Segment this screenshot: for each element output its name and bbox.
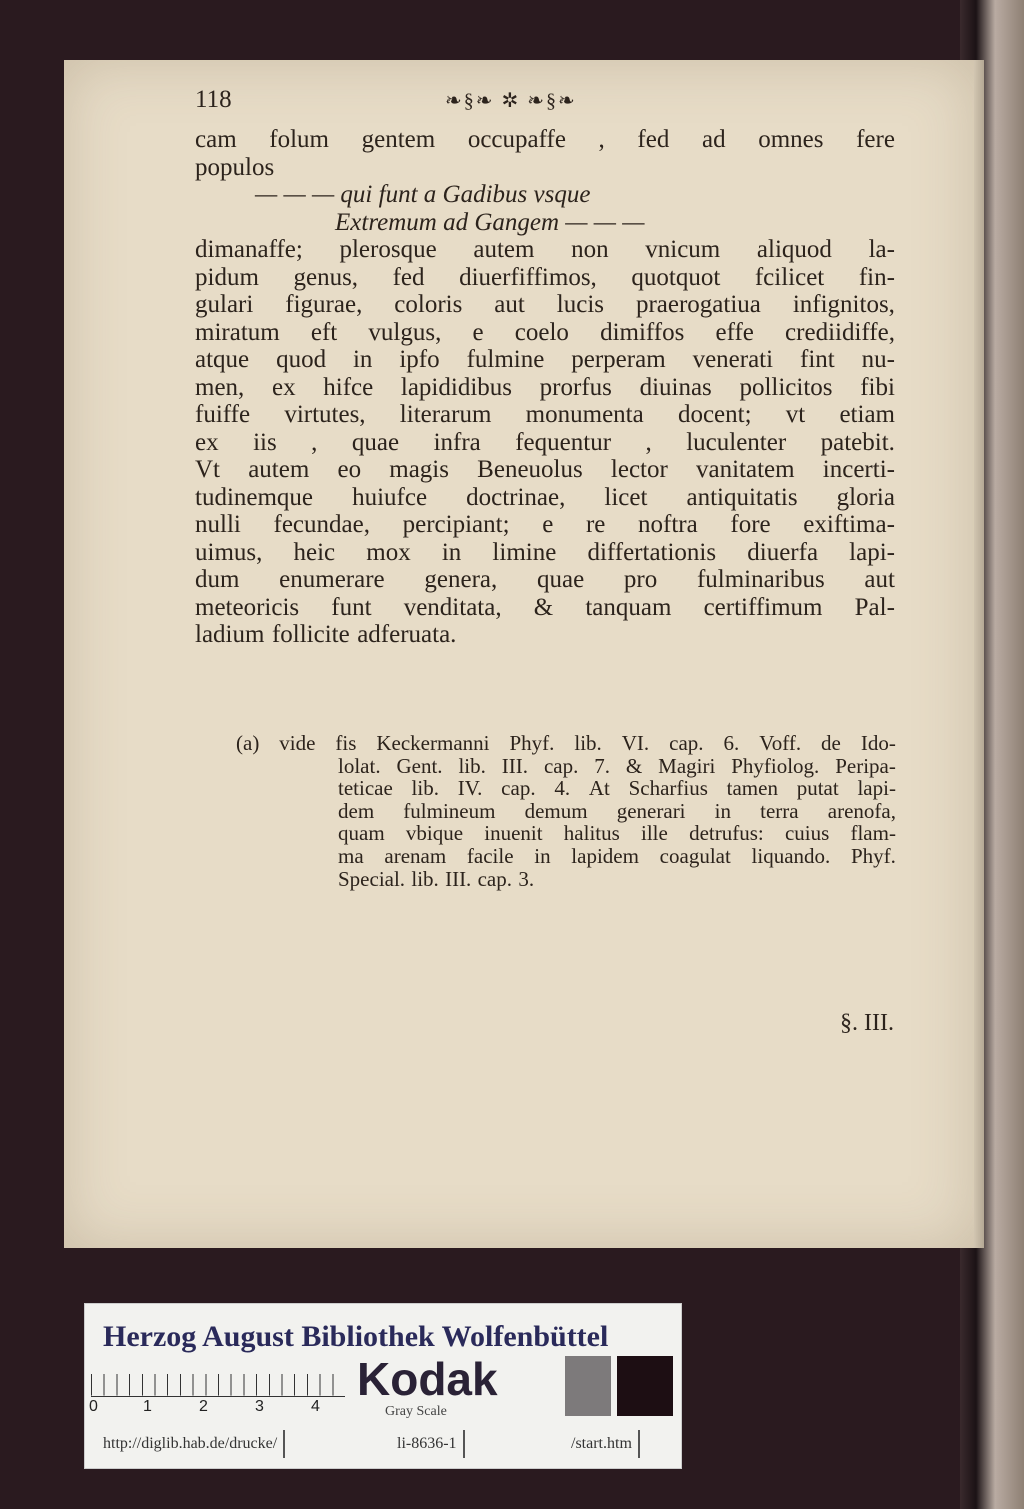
word: lector [610,456,668,483]
word: fuiffe [195,401,251,428]
word: tamen [726,776,778,801]
word: de [821,731,841,755]
word: heic [293,538,336,566]
word: vulgus, [368,318,442,346]
word: tudinemque [195,483,314,511]
header-ornament: ❧§❧ ✲ ❧§❧ [445,90,577,112]
word: lib. [458,753,486,778]
word: pidum [195,263,259,291]
word: pro [623,566,658,593]
word: e [542,511,554,538]
text-line [195,429,895,457]
footnote-line [236,777,896,800]
word: vanitatem [696,456,795,483]
word: effe [715,318,754,346]
word: dum [195,566,240,593]
word: autem [473,236,535,263]
text-line [195,539,895,567]
word: diuerfa [747,538,819,566]
word: doctrinae, [466,483,566,511]
word: diuerfiffimos, [459,263,597,291]
word: , [311,428,318,456]
word: Beneuolus [477,456,583,483]
word: facile [466,843,514,868]
word: At [588,776,610,801]
ruler-number: 0 [89,1398,98,1415]
word: lolat. [338,753,381,778]
word: (a) [236,731,260,755]
word: halitus [563,821,620,846]
word: fis [335,731,357,755]
word: & [625,753,643,778]
ruler-number: 2 [199,1398,208,1415]
text-line [195,181,895,209]
word: noftra [638,511,698,538]
word: , [598,126,605,153]
text-line [195,209,895,237]
word: Keckermanni [376,731,490,755]
text-line [195,484,895,512]
word: IV. [457,776,483,801]
kodak-logo: Kodak [357,1353,498,1405]
word: lib. [574,731,602,755]
word: coelo [514,318,569,346]
word: lucis [556,291,604,318]
word: cap. [669,731,704,755]
word: lapi- [857,776,896,801]
word: prorfus [539,373,612,401]
word: III. [445,866,472,891]
library-name: Herzog August Bibliothek Wolfenbüttel [103,1320,609,1353]
word: vt [785,401,806,428]
word: infra [433,428,481,456]
footnote-line [236,822,896,845]
word: coagulat [659,843,731,868]
word: fin- [858,263,895,291]
word: dimanaffe; [195,236,303,263]
word: literarum [399,401,492,428]
word: Magiri [658,753,716,778]
text-line [195,154,895,182]
word: Special. [338,866,406,891]
word: coloris [394,291,463,318]
word: Vt [195,456,220,483]
text-line [195,319,895,347]
word: ex [195,428,219,456]
word: follicite [271,621,350,648]
footnote-line [236,755,896,778]
text-line [195,236,895,264]
word: lapidem [571,843,639,868]
word: dem [338,798,375,823]
word: magis [389,456,449,483]
text-line [195,374,895,402]
page-edge [974,60,984,1248]
word: ad [701,126,726,153]
word: patebit. [820,428,895,456]
word: praerogatiua [635,291,761,318]
word: fere [856,126,895,153]
word: teticae [338,776,393,801]
word: arenofa, [827,798,896,823]
word: certiffimum [703,593,823,621]
word: vnicum [645,236,721,263]
word: 4. [554,776,571,801]
word: Phyf. [509,731,555,755]
word: fecundae, [273,511,370,538]
word: cap. [543,753,579,778]
word: genera, [424,566,498,593]
word: omnes [758,126,824,153]
word: arenam [384,843,447,868]
footnote [236,732,896,890]
word: perperam [571,346,666,373]
word: , [645,428,652,456]
word: in [714,798,732,823]
word: incerti- [822,456,895,483]
word: atque [195,346,250,373]
text-line [195,291,895,319]
word: eft [310,318,338,346]
shelfmark-label: li-8636-1 [391,1430,465,1458]
text-line [195,346,895,374]
word: Gent. [396,753,443,778]
word: gulari [195,291,254,318]
color-calibration-card [84,1303,682,1469]
word: Peripa- [835,753,896,778]
word: nulli [195,511,241,538]
word: quotquot [631,263,721,291]
word: Pal- [854,593,895,621]
footnote-line [236,732,896,755]
word: antiquitatis [686,483,798,511]
word: cam [195,126,237,153]
text-line [195,511,895,539]
word: eo [337,456,362,483]
word: venditata, [403,593,502,621]
dark-swatch [617,1356,673,1416]
text-line [195,126,895,154]
word: lapididibus [400,373,512,401]
word: men, [195,373,245,401]
word: folum [269,126,329,153]
page-number: 118 [195,86,232,113]
word: plerosque [339,236,437,263]
word: non [571,236,609,263]
word: crediidiffe, [785,318,895,346]
word: fint [800,346,835,373]
word: la- [868,236,895,263]
word: fulmine [466,346,545,373]
word: aut [864,566,895,593]
word: — — — qui funt a Gadibus vsque [255,181,591,208]
word: differtationis [587,538,717,566]
gray-scale-label: Gray Scale [385,1404,447,1419]
word: liquando. [751,843,831,868]
text-line [195,401,895,429]
word: tanquam [585,593,672,621]
word: detrufus: [689,821,764,846]
word: quae [351,428,400,456]
word: fed [392,263,425,291]
word: in [534,843,551,868]
word: iis [253,428,277,456]
text-line [195,594,895,622]
word: docent; [677,401,752,428]
word: exiftima- [803,511,895,538]
word: fulminaribus [696,566,825,593]
footnote-line [236,868,896,891]
word: Voff. [759,731,802,755]
word: ladium [195,621,265,648]
word: nu- [861,346,895,373]
word: autem [248,456,310,483]
word: diuinas [639,373,712,401]
main-text [195,126,895,649]
word: fulmineum [403,798,496,823]
word: ex [271,373,296,401]
word: in [352,346,373,373]
word: fore [730,511,771,538]
word: e [472,318,484,346]
word: quae [536,566,585,593]
word: III. [501,753,529,778]
ruler-number: 3 [255,1398,264,1415]
word: fequentur [515,428,612,456]
word: cuius [784,821,830,846]
word: huiufce [352,483,428,511]
word: cap. [501,776,536,801]
word: 3. [518,866,535,891]
ruler-number: 4 [311,1398,320,1415]
gray-swatch [565,1356,611,1416]
text-line [195,456,895,484]
word: quam [338,821,385,846]
word: genus, [293,263,359,291]
word: licet [604,483,648,511]
start-label: /start.htm [565,1430,640,1458]
word: infignitos, [792,291,895,318]
word: in [441,538,462,566]
word: putat [796,776,839,801]
word: lib. [411,776,439,801]
scale-ruler [91,1360,345,1397]
word: pollicitos [739,373,833,401]
word: fed [637,126,670,153]
word: luculenter [686,428,787,456]
word: miratum [195,318,280,346]
catchword: §. III. [840,1010,894,1036]
word: limine [492,538,557,566]
footnote-line [236,845,896,868]
word: enumerare [279,566,385,593]
word: generari [616,798,686,823]
word: cap. [477,866,513,891]
word: monumenta [525,401,644,428]
word: vide [279,731,316,755]
word: terra [760,798,799,823]
word: etiam [839,401,895,428]
word: meteoricis [195,593,300,621]
word: percipiant; [402,511,510,538]
text-line [195,621,895,649]
word: Ido- [860,731,896,755]
word: quod [276,346,327,373]
word: 6. [723,731,740,755]
word: gentem [361,126,436,153]
word: vbique [405,821,464,846]
word: Phyfiolog. [731,753,820,778]
word: uimus, [195,538,263,566]
word: aliquod [756,236,832,263]
word: fcilicet [754,263,825,291]
word: dimiffos [600,318,685,346]
word: & [533,593,554,621]
word: 7. [594,753,610,778]
word: Phyf. [851,843,896,868]
word: virtutes, [284,401,366,428]
word: aut [494,291,525,318]
word: demum [524,798,588,823]
word: VI. [621,731,650,755]
ruler-number: 1 [143,1398,152,1415]
word: occupaffe [467,126,566,153]
word: Scharfius [628,776,708,801]
text-line [195,264,895,292]
word: hifce [323,373,374,401]
footnote-line [236,800,896,823]
word: ipfo [399,346,440,373]
word: ma [338,843,364,868]
word: adferuata. [357,621,457,648]
word: re [585,511,606,538]
word: inuenit [484,821,543,846]
word: mox [366,538,411,566]
word: populos [195,153,275,181]
word: lib. [411,866,439,891]
word: flam- [850,821,896,846]
word: figurae, [285,291,363,318]
word: lapi- [849,538,895,566]
word: Extremum ad Gangem — — — [335,208,645,236]
url-label: http://diglib.hab.de/drucke/ [97,1430,285,1458]
word: venerati [692,346,774,373]
word: ille [641,821,668,846]
word: gloria [836,483,895,511]
page-header [195,86,895,126]
word: fibi [860,373,895,401]
word: funt [331,593,372,621]
text-line [195,566,895,594]
